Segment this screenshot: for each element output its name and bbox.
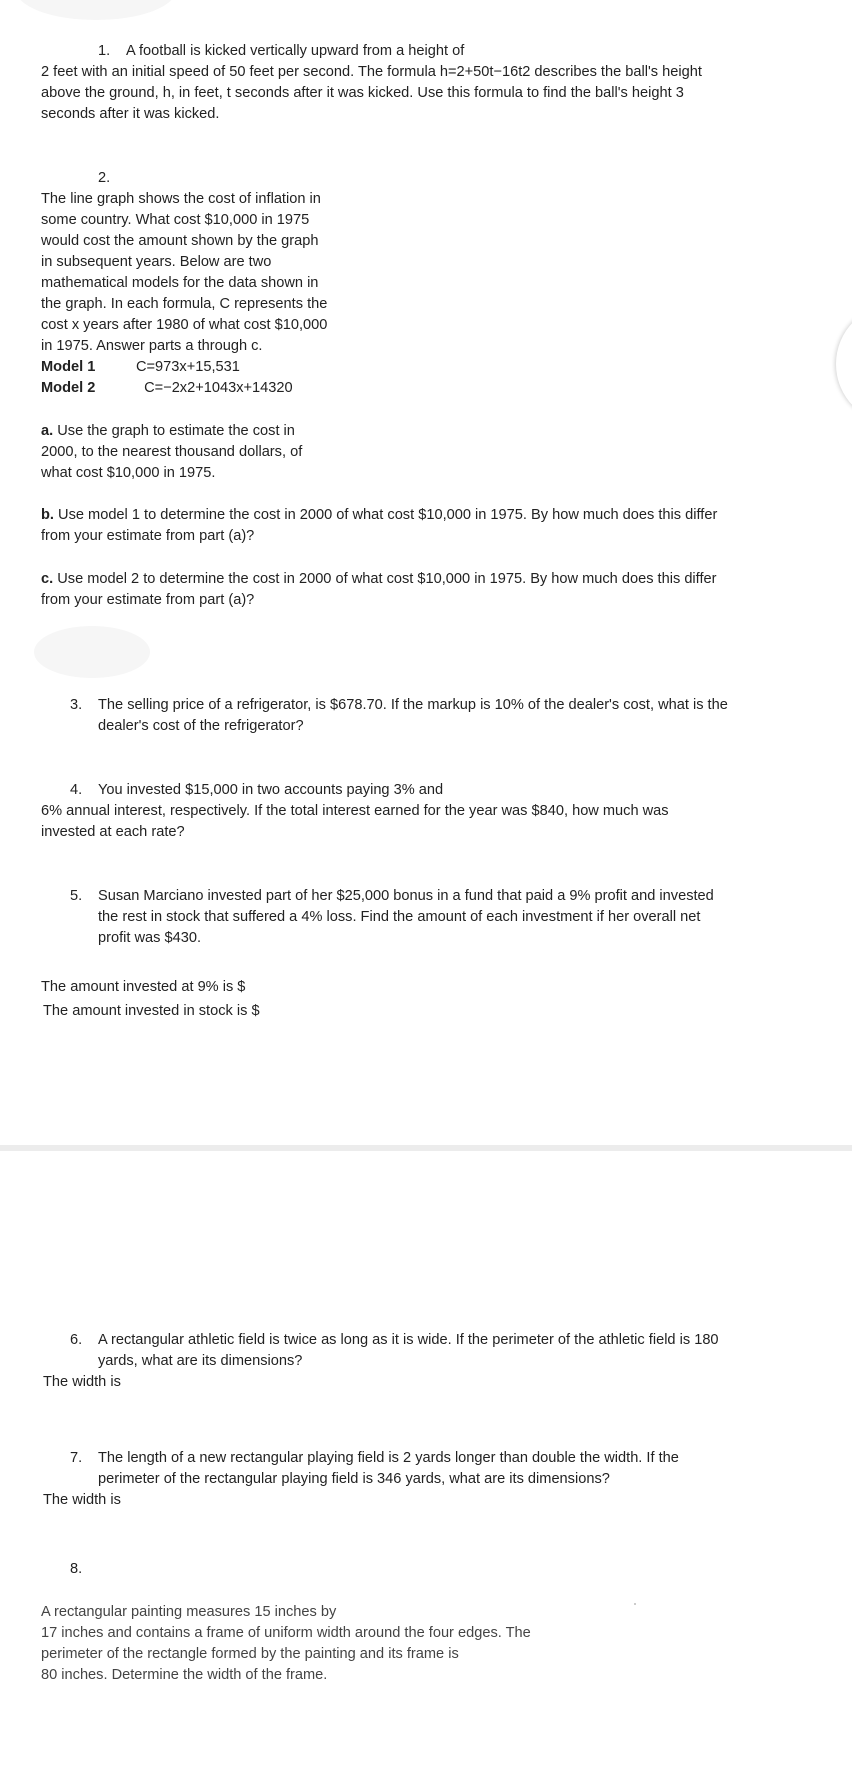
smudge [16, 0, 176, 20]
answer-prompt: The amount invested at 9% is $ [41, 979, 246, 995]
problem-number: 2. [98, 170, 111, 186]
problem-2-part-a: a. Use the graph to estimate the cost in 2000, to the nearest thousand dollars, of what cost $10,000 in 1975. [41, 423, 303, 481]
problem-1: 1. A football is kicked vertically upward from a height of 2 feet with an initial speed of 50 feet per second. The formula h=2+50t−16t2 describes the ball's height above the ground, h, in feet, t seconds after it was kicked. Use this formula to find the ball's height 3 seconds after it was kicked. [41, 43, 702, 122]
page-divider [0, 1145, 852, 1151]
problem-2-part-c: c. Use model 2 to determine the cost in 2000 of what cost $10,000 in 1975. By how much does this differ from your estimate from part (a)? [41, 571, 717, 608]
problem-number: 6. [70, 1332, 83, 1348]
answer-prompt: The width is [43, 1492, 121, 1508]
problem-number: 5. [70, 888, 83, 904]
problem-2: 2. The line graph shows the cost of inflation in some country. What cost $10,000 in 1975 would cost the amount shown by the graph in subsequent years. Below are two mathematical models for the data shown in the graph. In each formula, C represents the cost x years after 1980 of what cost $10,000 in 1975. Answer parts a through c. Model 1 C=973x+15,531 Model 2 C=−2x2+1043x+14320 [41, 168, 327, 399]
model-1: Model 1 C=973x+15,531 [41, 359, 240, 375]
problem-number: 1. [98, 43, 111, 59]
model-2: Model 2 C=−2x2+1043x+14320 [41, 380, 293, 396]
speck [634, 1603, 636, 1605]
problem-number: 4. [70, 782, 83, 798]
problem-4: 4. You invested $15,000 in two accounts paying 3% and 6% annual interest, respectively. If the total interest earned for the year was $840, how much was invested at each rate? [41, 782, 669, 840]
problem-number: 3. [70, 697, 83, 713]
floating-circle-button[interactable] [836, 304, 852, 424]
problem-6: 6. A rectangular athletic field is twice as long as it is wide. If the perimeter of the athletic field is 180 yards, what are its dimensions? The width is [41, 1330, 719, 1393]
smudge [34, 626, 150, 678]
problem-5-answers [41, 977, 260, 1022]
answer-prompt: The width is [43, 1374, 121, 1390]
problem-number: 8. [70, 1561, 83, 1577]
problem-2-part-b: b. Use model 1 to determine the cost in 2000 of what cost $10,000 in 1975. By how much does this differ from your estimate from part (a)? [41, 507, 718, 544]
problem-5: 5. Susan Marciano invested part of her $25,000 bonus in a fund that paid a 9% profit and invested the rest in stock that suffered a 4% loss. Find the amount of each investment if her overall net profit was $430. [70, 888, 714, 946]
problem-3: 3. The selling price of a refrigerator, is $678.70. If the markup is 10% of the dealer's cost, what is the dealer's cost of the refrigerator? [70, 697, 728, 734]
problem-number: 7. [70, 1450, 83, 1466]
problem-7: 7. The length of a new rectangular playing field is 2 yards longer than double the width. If the perimeter of the rectangular playing field is 346 yards, what are its dimensions? The width is [41, 1448, 679, 1511]
problem-8-text: A rectangular painting measures 15 inches by 17 inches and contains a frame of uniform width around the four edges. The perimeter of the rectangle formed by the painting and its frame is 80 inches. Determine the width of the frame. [41, 1604, 531, 1683]
answer-prompt: The amount invested in stock is $ [43, 1003, 260, 1019]
problem-8 [41, 1559, 82, 1580]
